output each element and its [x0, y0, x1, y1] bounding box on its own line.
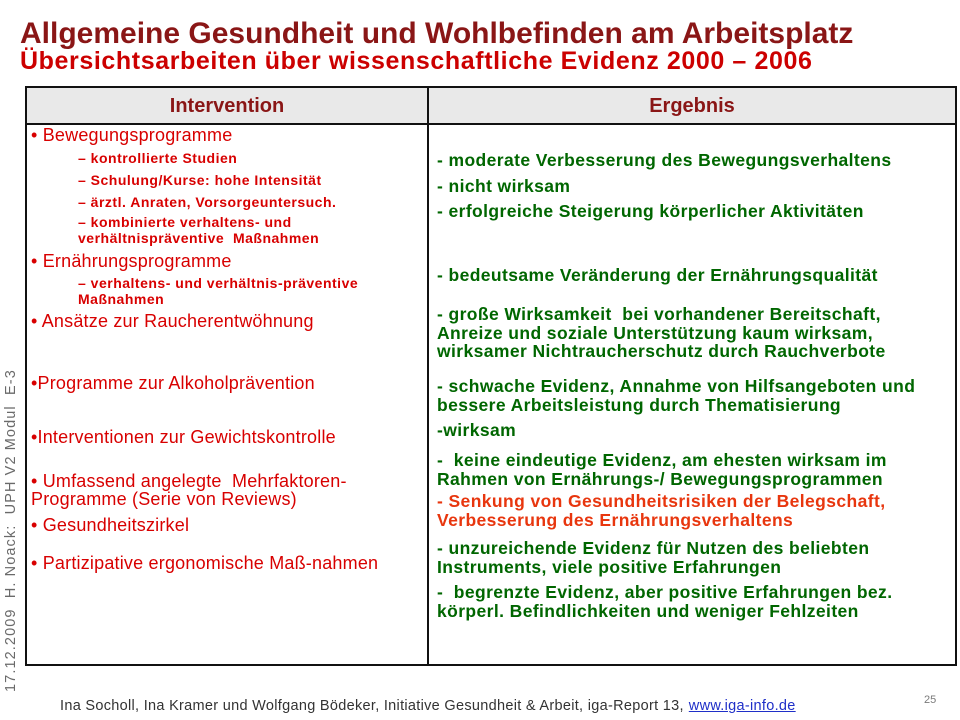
result-item: - begrenzte Evidenz, aber positive Erfahrungen bez. körperl. Befindlichkeiten und weniger Fehlzeiten: [437, 582, 893, 621]
column-header-intervention: Intervention: [169, 94, 285, 117]
intervention-subitem: – ärztl. Anraten, Vorsorgeuntersuch.: [78, 194, 337, 210]
result-item: -wirksam: [437, 420, 517, 440]
result-cell: [429, 125, 955, 664]
result-item: - erfolgreiche Steigerung körperlicher Aktivitäten: [437, 201, 864, 221]
citation-text: Ina Socholl, Ina Kramer und Wolfgang Bödeker, Initiative Gesundheit & Arbeit, iga-Report 13,: [60, 698, 684, 714]
intervention-raucherentwoehnung: • Ansätze zur Raucherentwöhnung: [31, 311, 314, 331]
result-item: - schwache Evidenz, Annahme von Hilfsangeboten und bessere Arbeitsleistung durch Thematisierung: [437, 376, 916, 415]
table-header-row: [27, 88, 955, 125]
intervention-ernaehrungsprogramme: • Ernährungsprogramme: [31, 251, 232, 271]
intervention-ergonomische-massnahmen: • Partizipative ergonomische Maß-nahmen: [31, 553, 379, 573]
citation-footer: [60, 697, 796, 715]
result-item: - keine eindeutige Evidenz, am ehesten wirksam im Rahmen von Ernährungs-/ Bewegungsprogrammen: [437, 450, 887, 489]
intervention-mehrfaktoren-programme: • Umfassend angelegte Mehrfaktoren- Programme (Serie von Reviews): [31, 471, 347, 509]
side-footer-label: 17.12.2009 H. Noack: UPH V2 Modul E-3: [3, 369, 19, 692]
evidence-table: [25, 86, 957, 666]
intervention-bewegungsprogramme: • Bewegungsprogramme: [31, 125, 233, 145]
result-item: - große Wirksamkeit bei vorhandener Bereitschaft, Anreize und soziale Unterstützung kaum wirksam, wirksamer Nichtraucherschutz durch Rauchverbote: [437, 304, 886, 361]
intervention-subitem: – verhaltens- und verhältnis-präventive Maßnahmen: [78, 275, 359, 307]
intervention-subitem: – Schulung/Kurse: hohe Intensität: [78, 172, 322, 188]
intervention-subitem: – kontrollierte Studien: [78, 150, 238, 166]
column-header-result: Ergebnis: [649, 94, 735, 117]
page-number: 25: [924, 694, 937, 706]
result-item: - nicht wirksam: [437, 176, 571, 196]
slide-title: Allgemeine Gesundheit und Wohlbefinden am Arbeitsplatz: [20, 17, 854, 50]
intervention-cell: [27, 125, 427, 664]
result-item: - moderate Verbesserung des Bewegungsverhaltens: [437, 150, 892, 170]
intervention-gesundheitszirkel: • Gesundheitszirkel: [31, 515, 190, 535]
intervention-alkoholpraevention: •Programme zur Alkoholprävention: [31, 373, 315, 393]
slide-subtitle: Übersichtsarbeiten über wissenschaftliche Evidenz 2000 – 2006: [20, 47, 813, 75]
result-item-highlighted: - Senkung von Gesundheitsrisiken der Belegschaft, Verbesserung des Ernährungsverhaltens: [437, 491, 886, 530]
result-item: - unzureichende Evidenz für Nutzen des beliebten Instruments, viele positive Erfahrungen: [437, 538, 870, 577]
result-item: - bedeutsame Veränderung der Ernährungsqualität: [437, 265, 878, 285]
intervention-gewichtskontrolle: •Interventionen zur Gewichtskontrolle: [31, 427, 336, 447]
source-link[interactable]: www.iga-info.de: [688, 698, 796, 714]
intervention-subitem: – kombinierte verhaltens- und verhältnispräventive Maßnahmen: [78, 214, 320, 246]
